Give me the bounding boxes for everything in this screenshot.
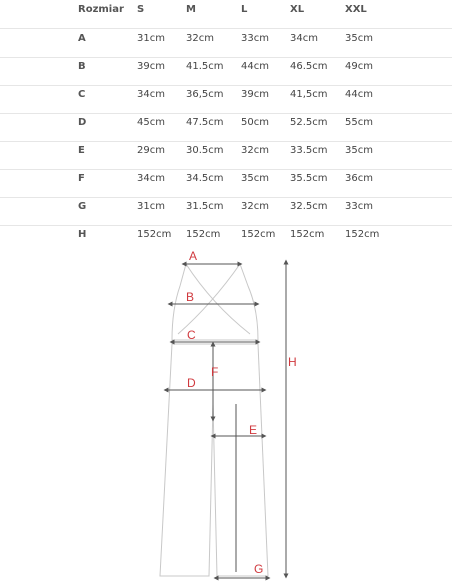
- label-c: C: [187, 328, 196, 342]
- table-cell: 33cm: [241, 33, 269, 44]
- table-cell: 34cm: [137, 89, 165, 100]
- header-m: M: [186, 4, 196, 15]
- table-cell: 52.5cm: [290, 117, 328, 128]
- table-row-f: [0, 169, 452, 198]
- table-cell: 34cm: [137, 173, 165, 184]
- table-cell: 36,5cm: [186, 89, 224, 100]
- table-row-d: [0, 113, 452, 142]
- table-cell: 35cm: [241, 173, 269, 184]
- size-table: [0, 0, 452, 250]
- measurement-lines: [166, 262, 286, 578]
- table-cell: 35cm: [345, 145, 373, 156]
- table-row-a: [0, 29, 452, 58]
- row-label: G: [78, 201, 87, 212]
- table-cell: 41,5cm: [290, 89, 328, 100]
- label-f: F: [211, 365, 219, 379]
- table-cell: 34cm: [290, 33, 318, 44]
- table-cell: 55cm: [345, 117, 373, 128]
- measurement-labels: [186, 249, 297, 576]
- table-cell: 44cm: [345, 89, 373, 100]
- label-b: B: [186, 290, 195, 304]
- table-cell: 152cm: [290, 229, 325, 240]
- label-h: H: [288, 355, 297, 369]
- table-cell: 32.5cm: [290, 201, 328, 212]
- table-cell: 31.5cm: [186, 201, 224, 212]
- header-xxl: XXL: [345, 4, 367, 15]
- table-cell: 33.5cm: [290, 145, 328, 156]
- table-cell: 50cm: [241, 117, 269, 128]
- table-cell: 35cm: [345, 33, 373, 44]
- table-cell: 32cm: [186, 33, 214, 44]
- header-l: L: [241, 4, 248, 15]
- table-cell: 47.5cm: [186, 117, 224, 128]
- table-cell: 49cm: [345, 61, 373, 72]
- row-label: A: [78, 33, 86, 44]
- table-cell: 39cm: [241, 89, 269, 100]
- table-cell: 36cm: [345, 173, 373, 184]
- table-cell: 32cm: [241, 145, 269, 156]
- row-label: E: [78, 145, 85, 156]
- jumpsuit-outline: [160, 264, 268, 576]
- table-row-e: [0, 141, 452, 170]
- table-cell: 31cm: [137, 201, 165, 212]
- table-cell: 152cm: [186, 229, 221, 240]
- table-row-g: [0, 197, 452, 226]
- label-d: D: [187, 376, 196, 390]
- header-xl: XL: [290, 4, 305, 15]
- table-cell: 152cm: [345, 229, 380, 240]
- label-e: E: [249, 423, 258, 437]
- table-cell: 152cm: [137, 229, 172, 240]
- row-label: F: [78, 173, 85, 184]
- row-label: D: [78, 117, 87, 128]
- row-label: C: [78, 89, 86, 100]
- table-cell: 41.5cm: [186, 61, 224, 72]
- label-a: A: [189, 249, 198, 263]
- header-s: S: [137, 4, 145, 15]
- table-cell: 32cm: [241, 201, 269, 212]
- table-row-c: [0, 85, 452, 114]
- table-cell: 34.5cm: [186, 173, 224, 184]
- label-g: G: [254, 562, 264, 576]
- table-row-b: [0, 57, 452, 86]
- table-cell: 39cm: [137, 61, 165, 72]
- table-cell: 152cm: [241, 229, 276, 240]
- table-cell: 33cm: [345, 201, 373, 212]
- header-size: Rozmiar: [78, 4, 124, 15]
- table-cell: 35.5cm: [290, 173, 328, 184]
- row-label: H: [78, 229, 87, 240]
- row-label: B: [78, 61, 86, 72]
- table-cell: 44cm: [241, 61, 269, 72]
- table-cell: 45cm: [137, 117, 165, 128]
- table-header-row: [0, 0, 452, 29]
- jumpsuit-diagram: [0, 244, 452, 584]
- table-cell: 46.5cm: [290, 61, 328, 72]
- table-cell: 29cm: [137, 145, 165, 156]
- table-cell: 30.5cm: [186, 145, 224, 156]
- measurement-diagram-svg: [0, 244, 452, 584]
- table-cell: 31cm: [137, 33, 165, 44]
